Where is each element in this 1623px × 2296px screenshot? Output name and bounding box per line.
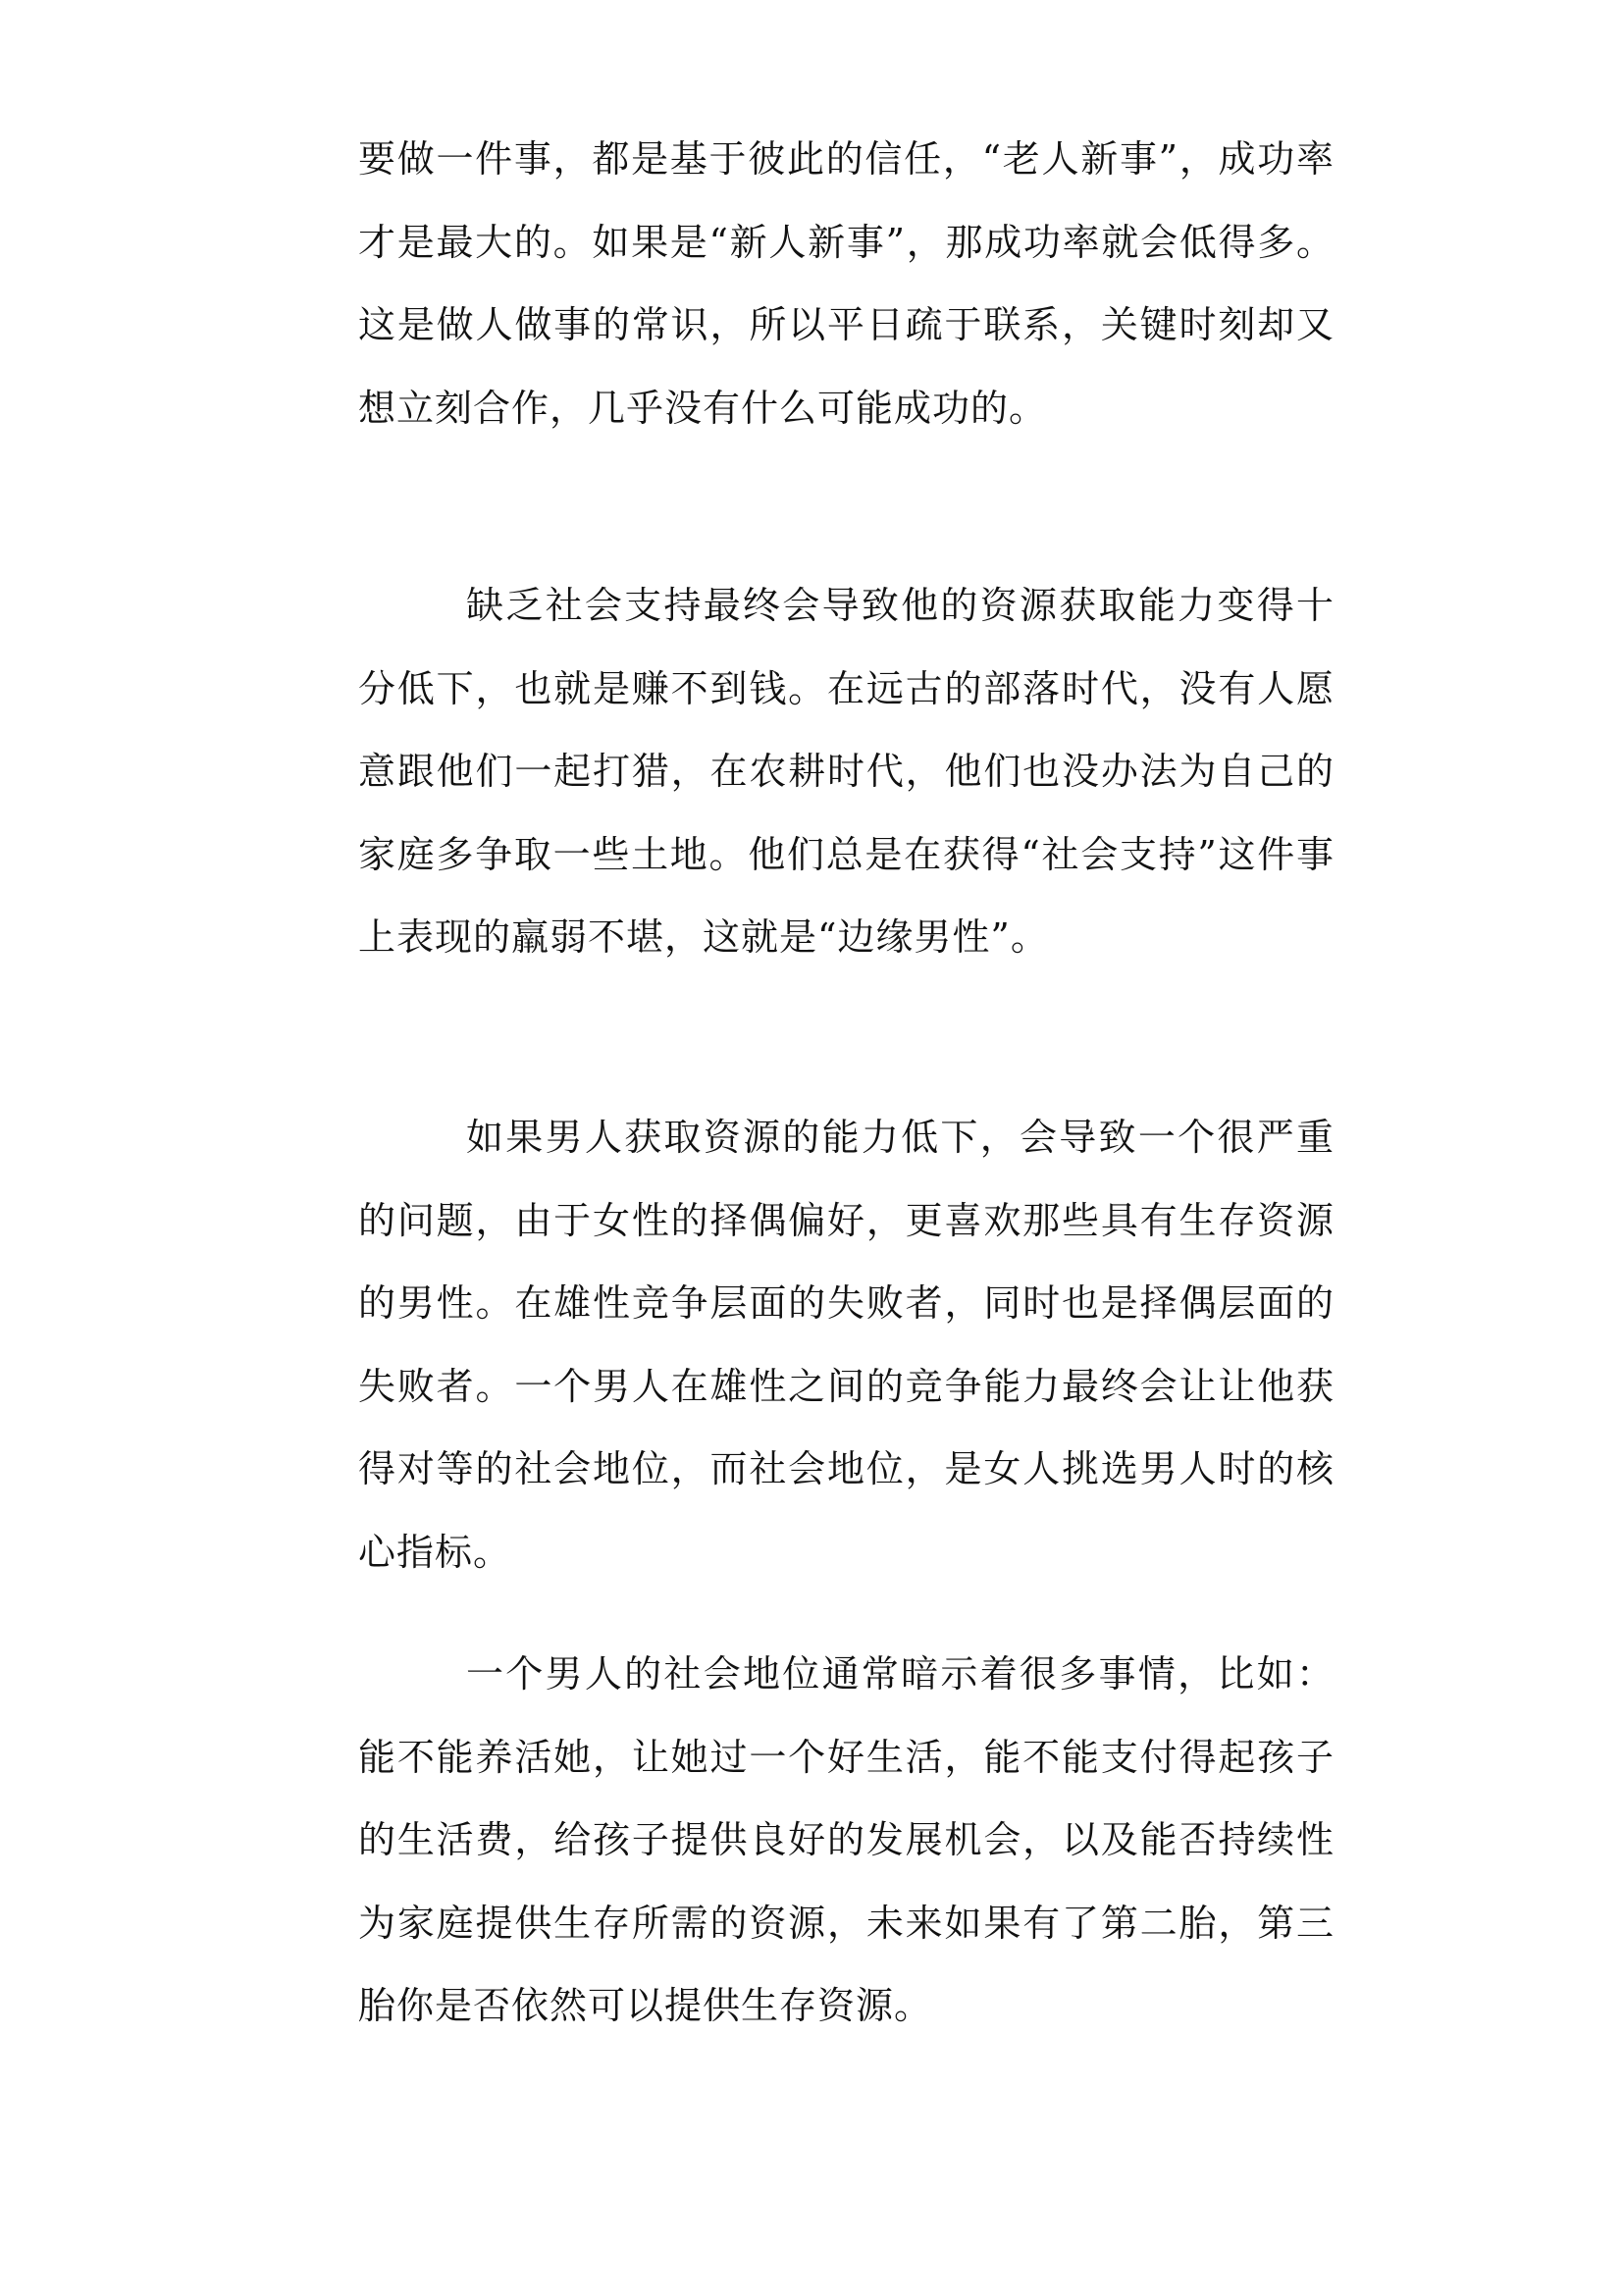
paragraph-1: 要做一件事，都是基于彼此的信任，“老人新事”，成功率才是最大的。如果是“新人新事”，那成功率就会低得多。这是做人做事的常识，所以平日疏于联系，关键时刻却又想立刻合作，几乎没有什么可能成功的。 [358,137,1335,430]
paragraph-2: 缺乏社会支持最终会导致他的资源获取能力变得十分低下，也就是赚不到钱。在远古的部落时代，没有人愿意跟他们一起打猎，在农耕时代，他们也没办法为自己的家庭多争取一些土地。他们总是在获得“社会支持”这件事上表现的羸弱不堪，这就是“边缘男性”。 [358,584,1335,959]
paragraph-4: 一个男人的社会地位通常暗示着很多事情，比如：能不能养活她，让她过一个好生活，能不能支付得起孩子的生活费，给孩子提供良好的发展机会，以及能否持续性为家庭提供生存所需的资源，未来如果有了第二胎，第三胎你是否依然可以提供生存资源。 [358,1652,1335,2027]
paragraph-3: 如果男人获取资源的能力低下，会导致一个很严重的问题，由于女性的择偶偏好，更喜欢那些具有生存资源的男性。在雄性竞争层面的失败者，同时也是择偶层面的失败者。一个男人在雄性之间的竞争能力最终会让让他获得对等的社会地位，而社会地位，是女人挑选男人时的核心指标。 [358,1116,1335,1574]
